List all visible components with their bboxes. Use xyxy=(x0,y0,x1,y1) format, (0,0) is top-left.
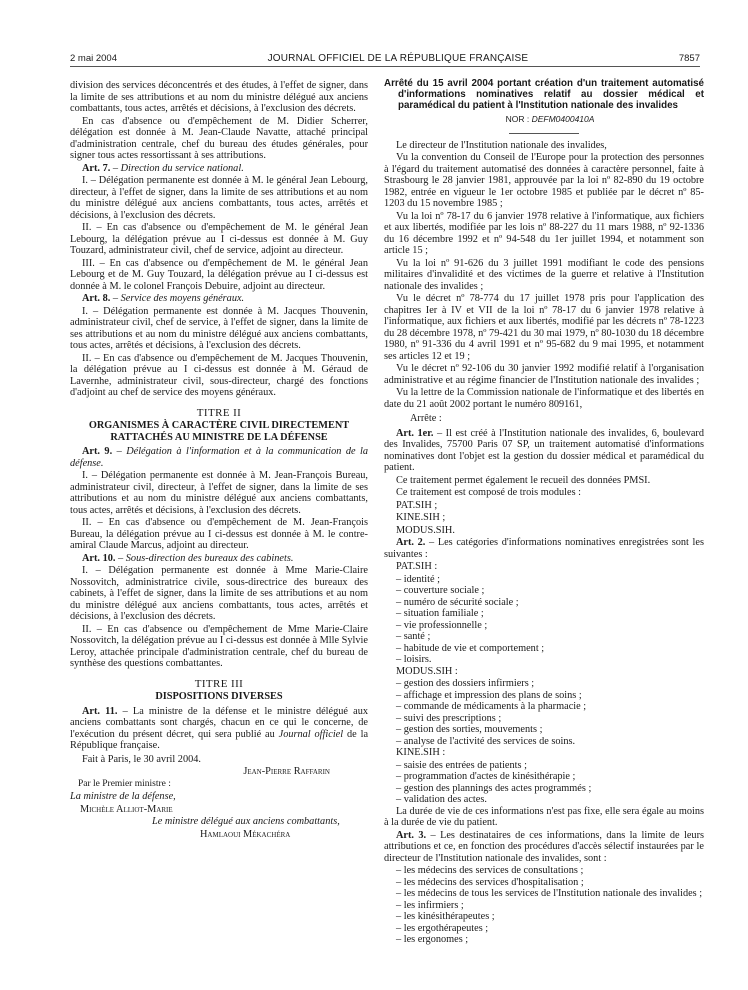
list-item: – suivi des prescriptions ; xyxy=(396,712,502,724)
signature-place-date: Fait à Paris, le 30 avril 2004. xyxy=(82,753,201,765)
paragraph: II. – En cas d'absence ou d'empêchement de Mme Marie-Claire Nossovitch, la délégation prévue au I ci-dessus est donnée à Mlle Sylvie Leroy, attachée principale d'administration centrale, chef du bureau de synthèse des questions combattantes. xyxy=(70,623,368,669)
article-text: Il est créé à l'Institution nationale des invalides, 6, boulevard des Invalides, 75700 Paris 07 SP, un traitement automatisé d'informations nominatives dont l'objet est la gestion du dossier médical et paramédical du patient. xyxy=(384,427,705,473)
list-item: – habitude de vie et comportement ; xyxy=(396,642,545,654)
page-header xyxy=(70,53,700,67)
paragraph: Vu le décret nº 92-106 du 30 janvier 1992 modifié relatif à l'organisation administrative et au régime financier de l'Institution nationale des invalides ; xyxy=(384,363,704,386)
journal-name: Journal officiel xyxy=(278,728,344,740)
list-item: – couverture sociale ; xyxy=(396,585,485,596)
article-number: Art. 2. xyxy=(396,537,426,548)
list-item: – identité ; xyxy=(396,573,441,585)
header-page-number: 7857 xyxy=(678,53,700,64)
paragraph: Vu la loi nº 78-17 du 6 janvier 1978 relative à l'informatique, aux fichiers et aux libertés, modifiée par les lois nº 88-227 du 11 mars 1988, nº 92-1336 du 16 décembre 1992 et nº 94-548 du 1er juillet 1994, et notamment son article 15 ; xyxy=(384,210,704,256)
minister-title: La ministre de la défense, xyxy=(70,791,176,802)
paragraph: Ce traitement permet également le recueil des données PMSI. xyxy=(396,474,651,486)
list-item: – loisirs. xyxy=(396,654,432,665)
list-item: – programmation d'actes de kinésithérapie ; xyxy=(396,771,576,782)
module-heading: KINE.SIH : xyxy=(396,747,446,758)
section-subtitle: ORGANISMES À CARACTÈRE CIVIL DIRECTEMENT RATTACHÉS AU MINISTRE DE LA DÉFENSE xyxy=(88,420,350,443)
paragraph: Vu la convention du Conseil de l'Europe pour la protection des personnes à l'égard du traitement automatisé des données à caractère personnel, faite à Strasbourg le 28 janvier 1981, approuvée par la loi nº 82-890 du 19 octobre 1982, entrée en vigueur le 1er octobre 1985 et publiée par le décret nº 85-1203 du 15 novembre 1985 ; xyxy=(384,152,704,209)
paragraph: Ce traitement est composé de trois modules : xyxy=(396,487,582,498)
article-1: Art. 1er. – Il est créé à l'Institution nationale des invalides, 6, boulevard des Invalides, 75700 Paris 07 SP, un traitement automatisé d'informations nominatives dont l'objet est la gestion du dossier médical et paramédical du patient. xyxy=(384,427,705,473)
pat-list xyxy=(396,574,704,666)
list-item: – gestion des dossiers infirmiers ; xyxy=(396,678,535,689)
nor-reference xyxy=(384,114,704,126)
list-item: – les infirmiers ; xyxy=(396,899,464,911)
list-item: – gestion des plannings des actes programmés ; xyxy=(396,782,592,794)
article-text: La ministre de la défense et le ministre délégué aux anciens combattants sont chargés, chacun en ce qui le concerne, de l'exécution du présent décret, qui sera publié au xyxy=(70,705,368,740)
article-text: Les catégories d'informations nominatives enregistrées sont les suivantes : xyxy=(384,537,704,560)
signature-prime-minister: Jean-Pierre Raffarin xyxy=(243,766,330,777)
article-text-end: de la République française. xyxy=(70,728,369,751)
module-heading: MODUS.SIH : xyxy=(396,665,458,677)
list-item: – les ergonomes ; xyxy=(396,934,469,945)
article-title: Sous-direction des bureaux des cabinets. xyxy=(125,552,294,564)
header-journal-title: JOURNAL OFFICIEL DE LA RÉPUBLIQUE FRANÇAISE xyxy=(267,53,529,64)
decree-title: Arrêté du 15 avril 2004 portant création d'un traitement automatisé d'informations nominatives relatif au dossier médical et paramédical du patient à l'Institution nationale des invalides xyxy=(384,78,704,111)
header-date: 2 mai 2004 xyxy=(70,53,118,64)
list-item: – santé ; xyxy=(396,631,431,642)
section-subtitle: DISPOSITIONS DIVERSES xyxy=(155,691,283,702)
list-item: – les kinésithérapeutes ; xyxy=(396,911,495,922)
section-title: TITRE III xyxy=(194,677,244,690)
list-item: – gestion des sorties, mouvements ; xyxy=(396,724,543,735)
nor-label: NOR : xyxy=(505,114,530,124)
minister-delegate-title: Le ministre délégué aux anciens combattants, xyxy=(152,816,340,827)
paragraph: I. – Délégation permanente est donnée à M. Jacques Thouvenin, administrateur civil, chef de service, à l'effet de signer, dans la limite de ses attributions et au nom du ministre délégué aux anciens combattants, tous actes, arrêtés et décisions, à l'exclusion des décrets. xyxy=(70,305,368,351)
article-title: Direction du service national. xyxy=(120,162,244,174)
article-number: Art. 11. xyxy=(82,705,118,717)
paragraph: La durée de vie de ces informations n'est pas fixe, elle sera égale au moins à la durée de vie du patient. xyxy=(384,805,704,828)
list-item: – numéro de sécurité sociale ; xyxy=(396,596,519,608)
paragraph: II. – En cas d'absence ou d'empêchement de M. le général Jean Lebourg, la délégation prévue au I ci-dessus est donnée à M. Guy Touzard, administrateur civil, chef de service, adjoint au directeur. xyxy=(70,222,368,256)
paragraph: I. – Délégation permanente est donnée à M. le général Jean Lebourg, directeur, à l'effet de signer, dans la limite de ses attributions et au nom du ministre délégué aux anciens combattants, tous actes, arrêtés et décisions, à l'exclusion des décrets. xyxy=(70,175,368,221)
left-column xyxy=(70,80,368,841)
signature-par: Par le Premier ministre : xyxy=(78,778,171,789)
paragraph: En cas d'absence ou d'empêchement de M. Didier Scherrer, délégation est donnée à M. Jean-Claude Navatte, attaché principal d'administration centrale, chef du bureau des études générales, pour signer tous actes ressortissant à ses attributions. xyxy=(70,115,368,161)
article-9: Art. 9. – Délégation à l'information et à la communication de la défense. xyxy=(70,446,369,469)
paragraph: Vu la lettre de la Commission nationale de l'informatique et des libertés en date du 21 août 2002 portant le numéro 809161, xyxy=(384,387,704,410)
nor-code: DEFM0400410A xyxy=(531,114,595,124)
paragraph: I. – Délégation permanente est donnée à Mme Marie-Claire Nossovitch, administratrice civile, sous-directrice des bureaux des cabinets, à l'effet de signer, dans la limite de ses attributions et au nom du ministre délégué aux anciens combattants, tous actes, arrêtés et décisions, à l'exclusion des décrets. xyxy=(70,565,368,622)
list-item: – saisie des entrées de patients ; xyxy=(396,759,527,771)
article-2: Art. 2. – Les catégories d'informations nominatives enregistrées sont les suivantes : xyxy=(384,537,704,560)
article-7: Art. 7. – Direction du service national. xyxy=(82,162,244,174)
article-number: Art. 3. xyxy=(396,829,427,841)
article-number: Art. 7. xyxy=(82,162,111,174)
list-item: – analyse de l'activité des services de soins. xyxy=(396,735,576,747)
article-number: Art. 10. xyxy=(82,552,116,564)
article-3: Art. 3. – Les destinataires de ces informations, dans la limite de leurs attributions et ce, en fonction des procédures d'accès sélectif instaurées par le directeur de l'Institution nationale des invalides, sont : xyxy=(384,829,705,864)
module-item: PAT.SIH ; xyxy=(396,499,438,511)
paragraph: II. – En cas d'absence ou d'empêchement de M. Jean-François Bureau, la délégation prévue au I ci-dessus est donnée à M. le contre-amiral Claude Marcus, adjoint au directeur. xyxy=(70,517,368,551)
article-text: Les destinataires de ces informations, dans la limite de leurs attributions et ce, en fonction des procédures d'accès sélectif instaurées par le directeur de l'Institution nationale des invalides, sont : xyxy=(384,829,705,864)
paragraph: Vu la loi nº 91-626 du 3 juillet 1991 modifiant le code des pensions militaires d'invalidité et des victimes de la guerre et relative à l'Institution nationale des invalides ; xyxy=(384,257,704,292)
signature-minister-delegate: Hamlaoui Mékachéra xyxy=(200,828,291,840)
list-item: – les médecins de tous les services de l'Institution nationale des invalides ; xyxy=(396,888,703,899)
list-item: – les ergothérapeutes ; xyxy=(396,922,489,934)
module-heading: PAT.SIH : xyxy=(396,561,438,572)
article-10: Art. 10. – Sous-direction des bureaux des cabinets. xyxy=(82,552,294,564)
article-number: Art. 8. xyxy=(82,293,111,304)
paragraph: III. – En cas d'absence ou d'empêchement de M. le général Jean Lebourg et de M. Guy Touzard, la délégation prévue au I ci-dessus est donnée à M. le colonel François Debuire, adjoint au directeur. xyxy=(70,257,368,292)
right-column xyxy=(384,78,704,946)
signature-minister-defense: Michèle Alliot-Marie xyxy=(80,803,173,815)
list-item: – les médecins des services de consultations ; xyxy=(396,865,584,876)
article-11: Art. 11. – La ministre de la défense et le ministre délégué aux anciens combattants sont chargés, chacun en ce qui le concerne, de l'exécution du présent décret, qui sera publié au Journal officiel de la République française. xyxy=(70,705,369,751)
paragraph: division des services déconcentrés et des études, à l'effet de signer, dans la limite de ses attributions et au nom du ministre délégué aux anciens combattants, tous actes, arrêtés et décisions, à l'exclusion des décrets. xyxy=(70,80,368,114)
list-item: – commande de médicaments à la pharmacie ; xyxy=(396,701,587,712)
paragraph: I. – Délégation permanente est donnée à M. Jean-François Bureau, administrateur civil, directeur, à l'effet de signer, dans la limite de ses attributions et au nom du ministre délégué aux anciens combattants, tous actes, arrêtés et décisions, à l'exclusion des décrets. xyxy=(70,470,368,516)
module-item: MODUS.SIH. xyxy=(396,524,455,536)
article-title: Délégation à l'information et à la communication de la défense. xyxy=(70,446,369,469)
paragraph: Vu le décret nº 78-774 du 17 juillet 1978 pris pour l'application des chapitres Ier à IV et VII de la loi nº 78-17 du 6 janvier 1978 relative à l'informatique, aux fichiers et aux libertés, modifié par les décrets nº 78-1223 du 28 décembre 1978, nº 79-421 du 30 mai 1979, nº 80-1030 du 18 décembre 1980, nº 91-336 du 4 avril 1991 et nº 95-682 du 9 mai 1995, et notamment ses articles 12 et 19 ; xyxy=(384,293,704,362)
article-number: Art. 9. xyxy=(82,446,113,457)
list-item: – situation familiale ; xyxy=(396,608,484,619)
list-item: – vie professionnelle ; xyxy=(396,619,488,631)
modus-list xyxy=(396,678,704,747)
list-item: – les médecins des services d'hospitalisation ; xyxy=(396,876,584,888)
list-item: – affichage et impression des plans de soins ; xyxy=(396,689,582,701)
module-item: KINE.SIH ; xyxy=(396,512,446,523)
paragraph: Le directeur de l'Institution nationale des invalides, xyxy=(396,139,607,151)
recipients-list xyxy=(396,865,704,946)
arrete-label: Arrête : xyxy=(410,413,442,424)
separator xyxy=(509,133,579,134)
paragraph: II. – En cas d'absence ou d'empêchement de M. Jacques Thouvenin, la délégation prévue au I ci-dessus est donnée à M. Géraud de Lavernhe, administrateur civil, sous-directeur, chargé des fonctions d'adjoint au chef de service des moyens généraux. xyxy=(70,352,368,398)
article-number: Art. 1er. xyxy=(396,427,434,439)
section-title: TITRE II xyxy=(196,406,242,419)
kine-list xyxy=(396,760,704,806)
article-8: Art. 8. – Service des moyens généraux. xyxy=(82,293,245,304)
list-item: – validation des actes. xyxy=(396,794,487,805)
article-title: Service des moyens généraux. xyxy=(120,293,245,304)
